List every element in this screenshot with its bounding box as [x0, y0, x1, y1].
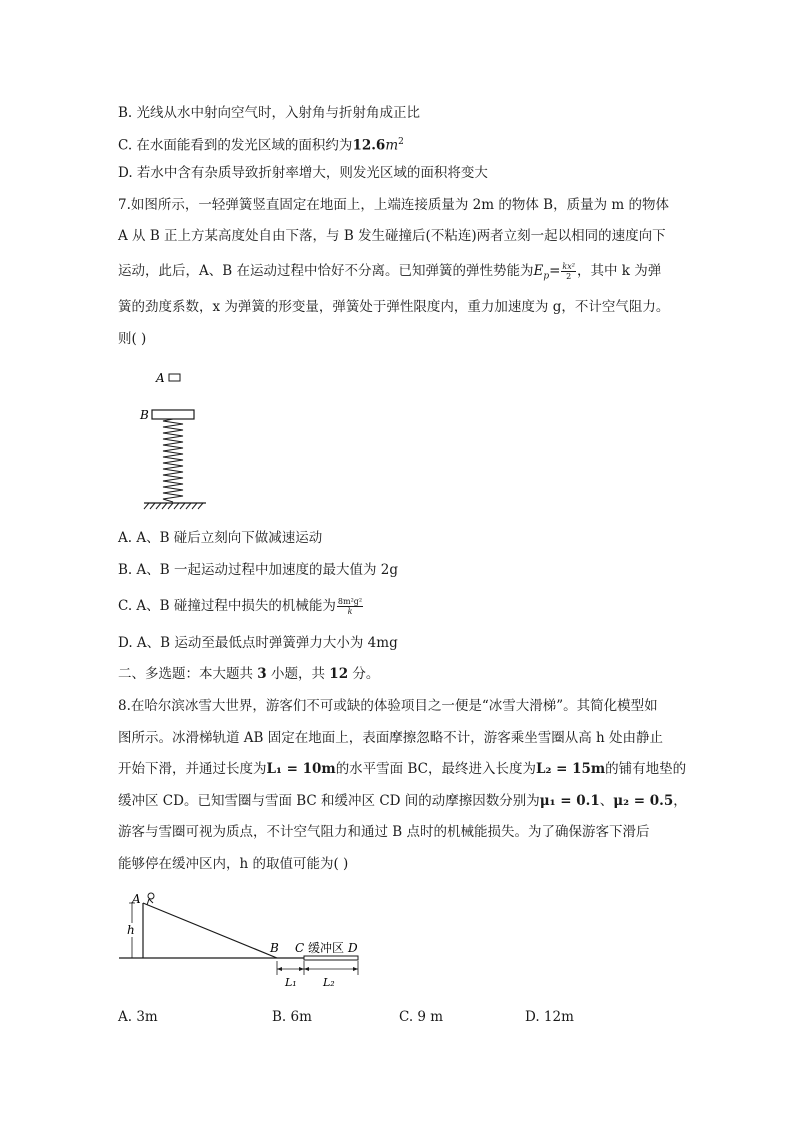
label-l2: L₂: [323, 976, 335, 989]
length-l1: L₁ = 10m: [266, 761, 336, 777]
length-l2: L₂ = 15m: [535, 761, 606, 777]
section-heading: [118, 665, 379, 683]
q7-option-b: B. A、B 一起运动过程中加速度的最大值为 2g: [118, 562, 398, 578]
spring-figure: [130, 365, 210, 515]
label-h: h: [127, 923, 135, 937]
buffer-zone-mat: [304, 956, 358, 960]
ep-equals: =: [549, 263, 561, 279]
q7-option-c-text: C. A、B 碰撞过程中损失的机械能为: [118, 598, 336, 614]
q8-stem-line-3-text-3: 的铺有地垫的: [605, 761, 687, 777]
energy-numerator: 8m²g²: [337, 597, 363, 606]
q8-stem-line-4: [118, 792, 687, 810]
label-a: A: [132, 892, 141, 906]
q6-option-c: [118, 133, 404, 155]
q7-stem-line-1: 7.如图所示，一轻弹簧竖直固定在地面上，上端连接质量为 2m 的物体 B，质量为 m 的物体: [118, 197, 669, 213]
q8-option-d: D. 12m: [525, 1009, 574, 1025]
ep-subscript: p: [543, 271, 550, 282]
q6-option-c-text: C. 在水面能看到的发光区域的面积约为: [118, 137, 353, 154]
q8-stem-line-2: 图所示。冰滑梯轨道 AB 固定在地面上，表面摩擦忽略不计，游客乘坐雪圈从高 h 处由静止: [118, 730, 664, 746]
q7-stem-line-2: A 从 B 正上方某高度处自由下落，与 B 发生碰撞后(不粘连)两者立刻一起以相同的速度向下: [118, 228, 666, 244]
slide-figure: [115, 885, 375, 990]
label-d: D: [348, 941, 358, 955]
q6-option-b: B. 光线从水中射向空气时，入射角与折射角成正比: [118, 105, 421, 121]
q8-option-b: B. 6m: [272, 1009, 312, 1025]
label-b: B: [270, 941, 279, 955]
q7-option-a: A. A、B 碰后立刻向下做减速运动: [118, 530, 323, 546]
rider-icon: [148, 893, 154, 899]
q8-stem-line-3-text-2: 的水平雪面 BC，最终进入长度为: [335, 761, 536, 777]
q8-option-a: A. 3m: [118, 1009, 158, 1025]
q8-option-c: C. 9 m: [399, 1009, 444, 1025]
block-b: [152, 410, 194, 419]
q8-stem-line-5: 游客与雪圈可视为质点，不计空气阻力和通过 B 点时的机械能损失。为了确保游客下滑后: [118, 824, 650, 840]
q8-stem-line-3-text-1: 开始下滑，并通过长度为: [118, 761, 267, 777]
total-points: 12: [329, 666, 349, 682]
label-c: C: [295, 941, 305, 955]
buffer-zone-label: 缓冲区: [308, 941, 345, 955]
question-count: 3: [257, 666, 267, 682]
q8-stem-line-6: 能够停在缓冲区内，h 的取值可能为( ): [118, 856, 349, 872]
friction-mu2: μ₂ = 0.5: [613, 793, 674, 809]
q7-stem-line-3-end: ，其中 k 为弹: [576, 263, 662, 279]
q8-stem-line-4-text: 缓冲区 CD。已知雪圈与雪面 BC 和缓冲区 CD 间的动摩擦因数分别为: [118, 793, 540, 809]
q6-option-c-exponent: 2: [398, 137, 404, 147]
q7-stem-line-5: 则( ): [118, 331, 147, 347]
q7-option-d: D. A、B 运动至最低点时弹簧弹力大小为 4mg: [118, 635, 398, 651]
ep-denominator: 2: [566, 272, 572, 281]
ep-numerator: kx²: [562, 262, 575, 271]
q8-stem-line-1: 8.在哈尔滨冰雪大世界，游客们不可或缺的体验项目之一便是“冰雪大滑梯”。其简化模型如: [118, 698, 658, 714]
section-heading-text-3: 分。: [348, 666, 380, 682]
spring: [163, 419, 183, 502]
ep-fraction: [561, 262, 576, 281]
slide-track-ab: [143, 903, 277, 958]
label-a: A: [156, 371, 165, 385]
q8-stem-line-3: [118, 760, 686, 778]
label-l1: L₁: [285, 976, 297, 989]
q7-stem-line-3: [118, 262, 661, 286]
q7-stem-line-3-text: 运动，此后，A、B 在运动过程中恰好不分离。已知弹簧的弹性势能为: [118, 263, 534, 279]
label-b: B: [140, 408, 149, 422]
q8-stem-line-4-end: ，: [673, 793, 687, 809]
block-a: [169, 374, 180, 381]
rider-body: [147, 899, 153, 905]
ground-hatching: [144, 503, 203, 509]
q7-option-c: [118, 597, 364, 616]
q6-option-d: D. 若水中含有杂质导致折射率增大，则发光区域的面积将变大: [118, 165, 488, 181]
q6-option-c-value: 12.6: [352, 137, 386, 154]
section-heading-text-2: 小题，共: [266, 666, 330, 682]
energy-denominator: k: [347, 607, 353, 616]
mu-separator: 、: [599, 793, 614, 809]
q6-option-c-unit: m: [385, 137, 399, 154]
energy-fraction: [337, 597, 363, 616]
section-heading-text-1: 二、多选题：本大题共: [118, 666, 258, 682]
ep-symbol: E: [533, 263, 544, 279]
q7-stem-line-4: 簧的劲度系数，x 为弹簧的形变量，弹簧处于弹性限度内，重力加速度为 g，不计空气阻力。: [118, 299, 670, 315]
friction-mu1: μ₁ = 0.1: [539, 793, 600, 809]
